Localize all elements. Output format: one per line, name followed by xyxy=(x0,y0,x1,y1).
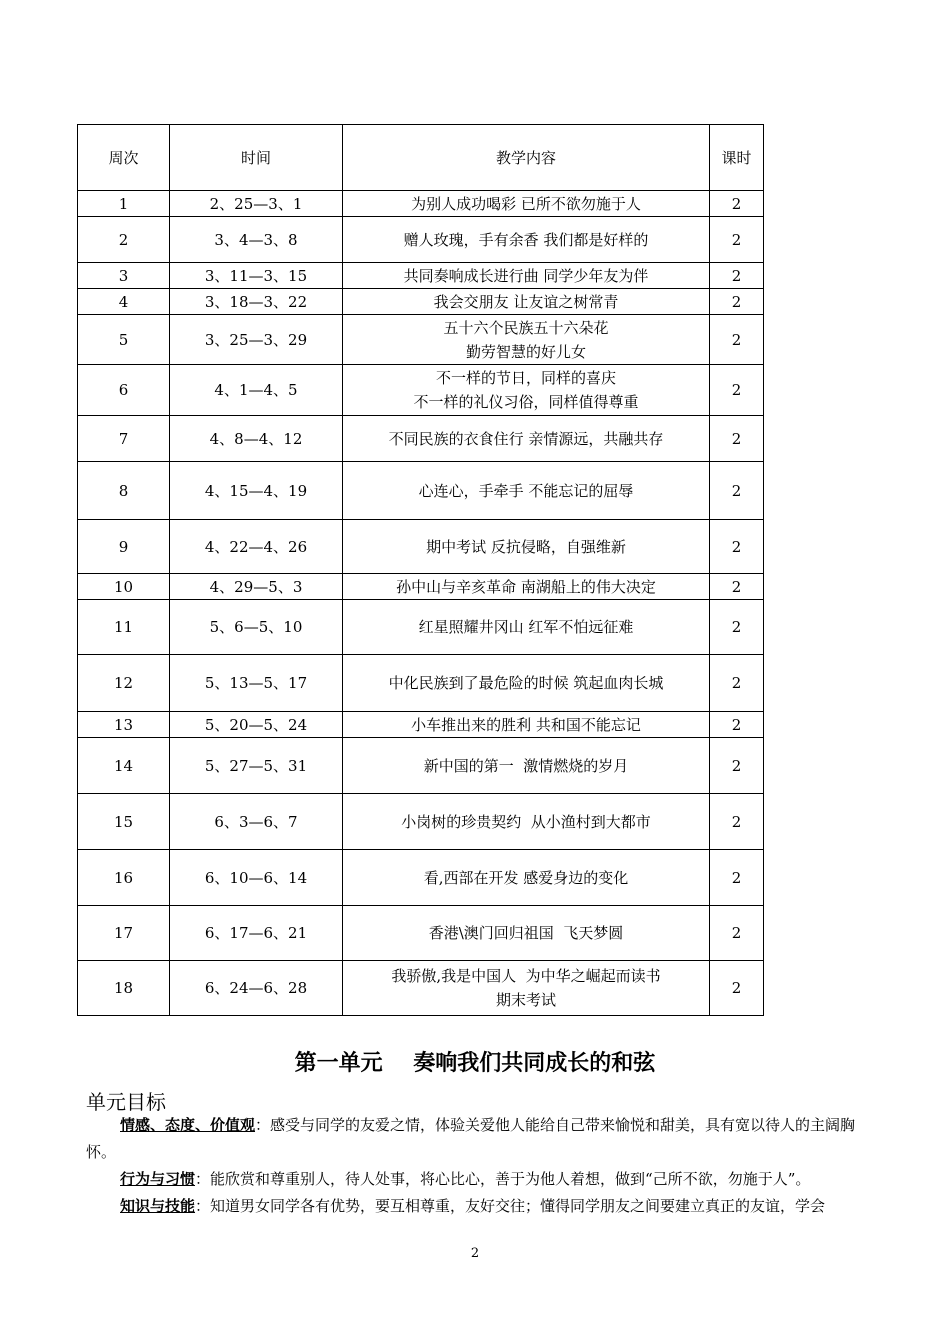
content-line: 香港\澳门回归祖国 飞天梦圆 xyxy=(428,924,624,942)
table-row xyxy=(78,289,764,315)
content-line: 红星照耀井冈山 红军不怕远征难 xyxy=(418,618,634,636)
hours-cell: 2 xyxy=(710,712,764,738)
hours-cell: 2 xyxy=(710,416,764,462)
content-line: 五十六个民族五十六朵花 xyxy=(443,318,609,337)
content-line: 我会交朋友 让友谊之树常青 xyxy=(433,292,619,311)
hours-cell: 2 xyxy=(710,600,764,655)
time-cell: 3、4—3、8 xyxy=(170,217,343,263)
table-row xyxy=(78,574,764,600)
week-cell: 2 xyxy=(78,217,170,263)
hours-cell: 2 xyxy=(710,365,764,416)
content-line: 新中国的第一 激情燃烧的岁月 xyxy=(423,756,629,775)
paragraph-lead: 知识与技能 xyxy=(120,1197,196,1215)
table-row xyxy=(78,961,764,1016)
time-cell: 4、29—5、3 xyxy=(170,574,343,600)
content-cell xyxy=(343,574,710,600)
table-row xyxy=(78,462,764,520)
time-cell: 4、22—4、26 xyxy=(170,520,343,574)
week-cell: 1 xyxy=(78,191,170,217)
content-line: 期末考试 xyxy=(495,991,556,1009)
table-row xyxy=(78,315,764,365)
hours-cell: 2 xyxy=(710,315,764,365)
header-hours: 课时 xyxy=(710,125,764,191)
table-row xyxy=(78,712,764,738)
content-cell xyxy=(343,655,710,712)
content-line: 小车推出来的胜利 共和国不能忘记 xyxy=(411,715,641,734)
content-cell xyxy=(343,520,710,574)
paragraph-text: ：能欣赏和尊重别人，待人处事，将心比心，善于为他人着想，做到“己所不欲，勿施于人”。 xyxy=(195,1170,811,1188)
time-cell: 5、6—5、10 xyxy=(170,600,343,655)
hours-cell: 2 xyxy=(710,217,764,263)
content-cell xyxy=(343,712,710,738)
paragraph-lead: 情感、态度、价值观 xyxy=(120,1116,256,1134)
table-row xyxy=(78,263,764,289)
week-cell: 7 xyxy=(78,416,170,462)
content-line: 不一样的节日，同样的喜庆 xyxy=(435,369,616,387)
time-cell: 5、27—5、31 xyxy=(170,738,343,794)
week-cell: 9 xyxy=(78,520,170,574)
table-row xyxy=(78,416,764,462)
table-row xyxy=(78,850,764,906)
content-cell xyxy=(343,961,710,1016)
hours-cell: 2 xyxy=(710,520,764,574)
table-row xyxy=(78,520,764,574)
page-number: 2 xyxy=(470,1246,480,1261)
table-row xyxy=(78,365,764,416)
week-cell: 14 xyxy=(78,738,170,794)
time-cell: 5、20—5、24 xyxy=(170,712,343,738)
hours-cell: 2 xyxy=(710,191,764,217)
hours-cell: 2 xyxy=(710,574,764,600)
content-cell xyxy=(343,315,710,365)
week-cell: 10 xyxy=(78,574,170,600)
table-row xyxy=(78,738,764,794)
hours-cell: 2 xyxy=(710,738,764,794)
goal-paragraph-knowledge xyxy=(86,1193,878,1220)
time-cell: 6、17—6、21 xyxy=(170,906,343,961)
content-line: 期中考试 反抗侵略，自强维新 xyxy=(426,537,626,556)
content-line: 不同民族的衣食住行 亲情源远，共融共存 xyxy=(388,429,664,448)
week-cell: 17 xyxy=(78,906,170,961)
hours-cell: 2 xyxy=(710,906,764,961)
time-cell: 3、25—3、29 xyxy=(170,315,343,365)
content-cell xyxy=(343,850,710,906)
paragraph-text: ：知道男女同学各有优势，要互相尊重，友好交往；懂得同学朋友之间要建立真正的友谊，学会 xyxy=(195,1197,826,1215)
content-cell xyxy=(343,600,710,655)
week-cell: 6 xyxy=(78,365,170,416)
content-cell xyxy=(343,906,710,961)
time-cell: 6、24—6、28 xyxy=(170,961,343,1016)
content-line: 小岗树的珍贵契约 从小渔村到大都市 xyxy=(401,812,651,831)
time-cell: 6、10—6、14 xyxy=(170,850,343,906)
time-cell: 3、18—3、22 xyxy=(170,289,343,315)
week-cell: 8 xyxy=(78,462,170,520)
goal-heading: 单元目标 xyxy=(86,1090,166,1114)
table-row xyxy=(78,655,764,712)
table-row xyxy=(78,794,764,850)
hours-cell: 2 xyxy=(710,655,764,712)
unit-title: 第一单元 奏响我们共同成长的和弦 xyxy=(294,1051,656,1076)
content-cell xyxy=(343,738,710,794)
goal-paragraph-behavior xyxy=(86,1166,878,1193)
hours-cell: 2 xyxy=(710,794,764,850)
paragraph-text: ：感受与同学的友爱之情，体验关爱他人能给自己带来愉悦和甜美，具有宽以待人的主阔胸怀。 xyxy=(86,1116,856,1161)
content-cell xyxy=(343,416,710,462)
content-line: 中化民族到了最危险的时候 筑起血肉长城 xyxy=(388,674,664,692)
time-cell: 2、25—3、1 xyxy=(170,191,343,217)
table-header-row xyxy=(78,125,764,191)
content-cell xyxy=(343,263,710,289)
week-cell: 15 xyxy=(78,794,170,850)
content-cell xyxy=(343,217,710,263)
header-time: 时间 xyxy=(170,125,343,191)
hours-cell: 2 xyxy=(710,850,764,906)
table-row xyxy=(78,600,764,655)
week-cell: 3 xyxy=(78,263,170,289)
content-line: 看,西部在开发 感爱身边的变化 xyxy=(423,868,629,887)
content-line: 赠人玫瑰，手有余香 我们都是好样的 xyxy=(403,230,649,249)
header-week: 周次 xyxy=(78,125,170,191)
content-line: 勤劳智慧的好儿女 xyxy=(465,342,586,361)
time-cell: 6、3—6、7 xyxy=(170,794,343,850)
content-cell xyxy=(343,191,710,217)
week-cell: 13 xyxy=(78,712,170,738)
content-cell xyxy=(343,462,710,520)
content-line: 不一样的礼仪习俗，同样值得尊重 xyxy=(413,393,639,411)
content-cell xyxy=(343,365,710,416)
goal-paragraph-emotion xyxy=(86,1112,878,1166)
content-line: 共同奏响成长进行曲 同学少年友为伴 xyxy=(403,266,649,285)
time-cell: 4、1—4、5 xyxy=(170,365,343,416)
table-row xyxy=(78,217,764,263)
paragraph-lead: 行为与习惯 xyxy=(120,1170,196,1188)
schedule-table xyxy=(77,124,764,1016)
week-cell: 4 xyxy=(78,289,170,315)
time-cell: 5、13—5、17 xyxy=(170,655,343,712)
week-cell: 16 xyxy=(78,850,170,906)
week-cell: 5 xyxy=(78,315,170,365)
content-line: 我骄傲,我是中国人 为中华之崛起而读书 xyxy=(391,967,661,985)
hours-cell: 2 xyxy=(710,462,764,520)
hours-cell: 2 xyxy=(710,289,764,315)
header-content: 教学内容 xyxy=(343,125,710,191)
content-cell xyxy=(343,289,710,315)
hours-cell: 2 xyxy=(710,263,764,289)
table-body xyxy=(78,191,764,1016)
week-cell: 18 xyxy=(78,961,170,1016)
time-cell: 4、15—4、19 xyxy=(170,462,343,520)
time-cell: 4、8—4、12 xyxy=(170,416,343,462)
time-cell: 3、11—3、15 xyxy=(170,263,343,289)
table-row xyxy=(78,906,764,961)
content-line: 为别人成功喝彩 已所不欲勿施于人 xyxy=(411,194,641,213)
content-cell xyxy=(343,794,710,850)
table-row xyxy=(78,191,764,217)
content-line: 心连心，手牵手 不能忘记的屈辱 xyxy=(418,481,634,500)
content-line: 孙中山与辛亥革命 南湖船上的伟大决定 xyxy=(396,577,656,596)
week-cell: 12 xyxy=(78,655,170,712)
hours-cell: 2 xyxy=(710,961,764,1016)
week-cell: 11 xyxy=(78,600,170,655)
